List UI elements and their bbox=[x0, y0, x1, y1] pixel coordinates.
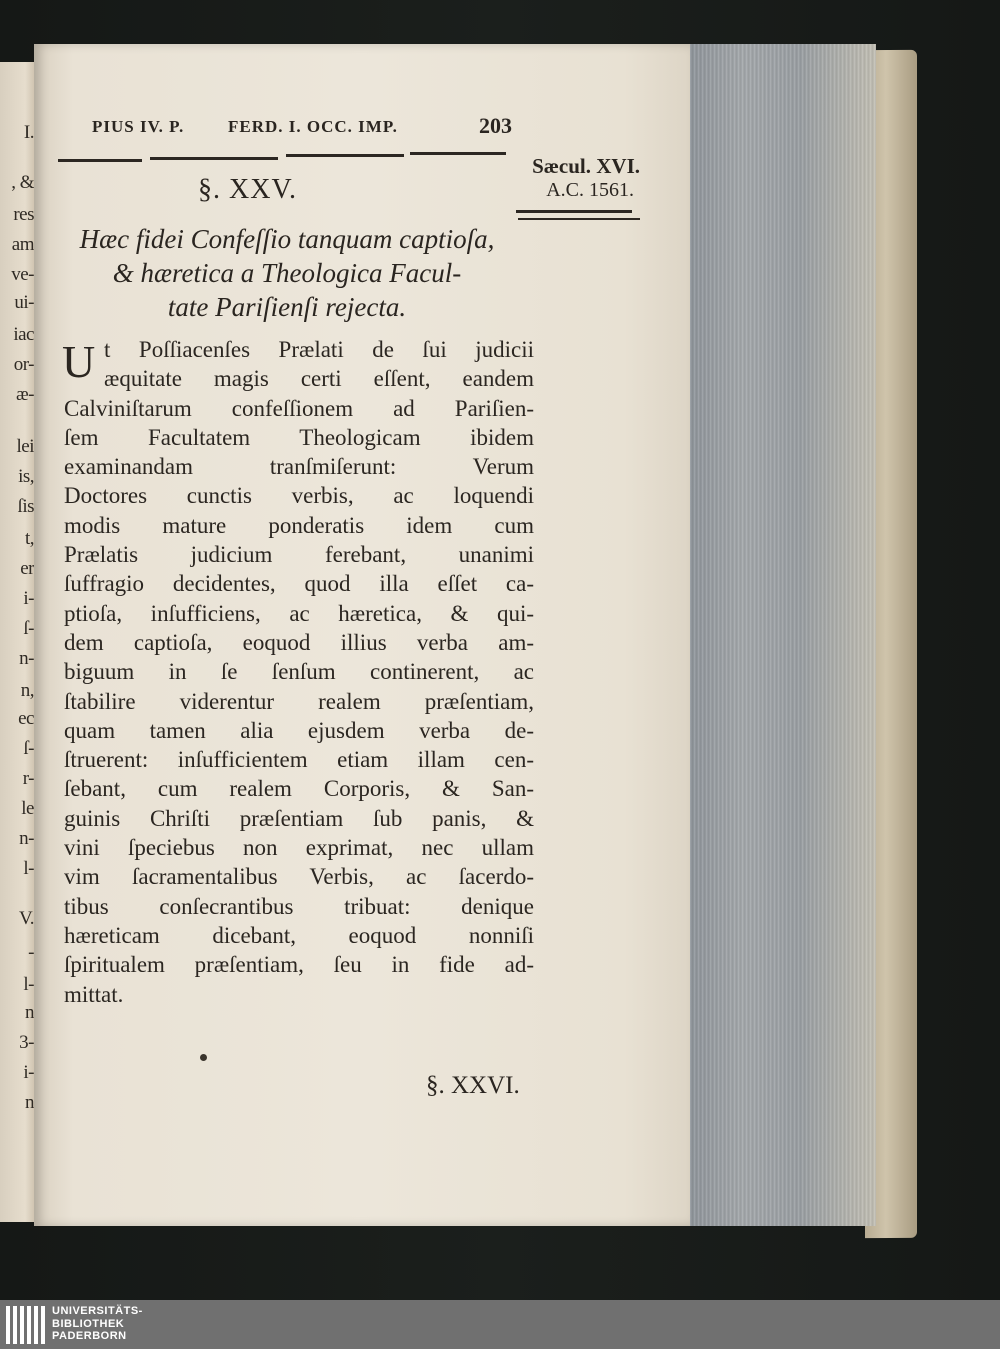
ink-spot bbox=[200, 1054, 207, 1061]
body-line: biguum in ſe ſenſum continerent, ac bbox=[64, 659, 534, 685]
subtitle-line: tate Pariſienſi rejecta. bbox=[167, 292, 407, 322]
subtitle-line: & hæretica a Theologica Facul- bbox=[112, 258, 462, 288]
body-line: æquitate magis certi eſſent, eandem bbox=[104, 366, 534, 392]
catchword: §. XXVI. bbox=[426, 1072, 520, 1099]
body-line: hæreticam dicebant, eoquod nonniſi bbox=[64, 922, 534, 948]
section-number: §. XXV. bbox=[198, 174, 298, 205]
previous-page-fragment: ve- bbox=[11, 264, 34, 285]
previous-page-fragment: , & bbox=[11, 172, 34, 193]
body-line: Prælatis judicium ferebant, unanimi bbox=[64, 542, 534, 568]
previous-page-fragment: er bbox=[20, 558, 34, 579]
previous-page-fragment: n- bbox=[19, 648, 34, 669]
previous-page-fragment: l- bbox=[23, 858, 34, 879]
body-line: ſpiritualem præſentiam, ſeu in fide ad- bbox=[64, 952, 534, 978]
subtitle-line: Hæc fidei Confeſſio tanquam captioſa, bbox=[79, 224, 495, 254]
body-line: vim ſacramentalibus Verbis, ac ſacerdo- bbox=[64, 864, 534, 890]
previous-page-fragment: or- bbox=[13, 354, 34, 375]
body-line: examinandam tranſmiſerunt: Verum bbox=[64, 454, 534, 480]
body-line: modis mature ponderatis idem cum bbox=[64, 512, 534, 538]
previous-page-fragment: i- bbox=[23, 1062, 34, 1083]
previous-page-fragment: n, bbox=[20, 680, 34, 701]
header-rule bbox=[58, 159, 142, 162]
library-name bbox=[52, 1305, 143, 1343]
previous-page-fragment: ſ- bbox=[23, 738, 34, 759]
body-line: ſem Facultatem Theologicam ibidem bbox=[64, 424, 534, 450]
body-line: t Poſſiacenſes Prælati de ſui judicii bbox=[104, 337, 534, 362]
previous-page-fragment: ui- bbox=[14, 292, 34, 313]
body-line: ſtruerent: inſufficientem etiam illam cen- bbox=[64, 747, 534, 773]
previous-page-fragment: is, bbox=[18, 466, 34, 487]
body-line: vini ſpeciebus non exprimat, nec ullam bbox=[64, 835, 534, 861]
previous-page-fragment: n- bbox=[19, 828, 34, 849]
previous-page-fragment: I. bbox=[23, 122, 34, 143]
body-text bbox=[64, 335, 534, 1009]
running-head-left: PIUS IV. P. bbox=[92, 117, 185, 136]
library-logo-icon bbox=[6, 1306, 46, 1344]
previous-page-fragment: n bbox=[25, 1092, 34, 1113]
body-line: ſebant, cum realem Corporis, & San- bbox=[64, 776, 534, 802]
previous-page-edge bbox=[0, 62, 38, 1222]
running-head-middle: FERD. I. OCC. IMP. bbox=[228, 117, 398, 136]
body-line: quam tamen alia ejusdem verba de- bbox=[64, 717, 534, 743]
body-line: Doctores cunctis verbis, ac loquendi bbox=[64, 483, 534, 509]
margin-note-year: A.C. 1561. bbox=[546, 179, 634, 201]
previous-page-fragment: iac bbox=[13, 324, 34, 345]
previous-page-fragment: am bbox=[11, 234, 34, 255]
page-number: 203 bbox=[479, 113, 512, 138]
header-rule bbox=[410, 152, 506, 155]
section-subtitle bbox=[62, 222, 512, 324]
previous-page-fragment: æ- bbox=[16, 384, 34, 405]
previous-page-fragment: res bbox=[13, 204, 34, 225]
header-rule bbox=[286, 154, 404, 157]
header-rule bbox=[150, 157, 278, 160]
margin-note-rule bbox=[518, 218, 640, 220]
previous-page-fragment: ſ- bbox=[23, 618, 34, 639]
previous-page-fragment: n bbox=[25, 1002, 34, 1023]
previous-page-fragment: l- bbox=[23, 974, 34, 995]
body-line: guinis Chriſti præſentiam ſub panis, & bbox=[64, 805, 534, 831]
library-name-line: BIBLIOTHEK bbox=[52, 1317, 125, 1330]
previous-page-fragment: t, bbox=[24, 528, 34, 549]
previous-page-fragment: ec bbox=[18, 708, 34, 729]
previous-page-fragment: ſis bbox=[17, 496, 34, 517]
library-name-line: UNIVERSITÄTS- bbox=[52, 1305, 143, 1317]
body-line: dem captioſa, eoquod illius verba am- bbox=[64, 629, 534, 655]
body-line: ſuffragio decidentes, quod illa eſſet ca- bbox=[64, 571, 534, 597]
body-line: tibus conſecrantibus tribuat: denique bbox=[64, 893, 534, 919]
body-line: ſtabilire viderentur realem præſentiam, bbox=[64, 688, 534, 714]
previous-page-fragment: r- bbox=[22, 768, 34, 789]
previous-page-fragment: V. bbox=[18, 908, 34, 929]
body-line: Calviniſtarum confeſſionem ad Pariſien- bbox=[64, 395, 534, 421]
previous-page-fragment: le bbox=[21, 798, 34, 819]
previous-page-fragment: i- bbox=[23, 588, 34, 609]
body-line: ptioſa, inſufficiens, ac hæretica, & qui- bbox=[64, 600, 534, 626]
library-name-line: PADERBORN bbox=[52, 1330, 127, 1342]
margin-note-rule bbox=[516, 210, 632, 213]
running-head bbox=[92, 113, 512, 143]
dropcap-letter: U bbox=[62, 336, 96, 387]
previous-page-fragment: - bbox=[28, 942, 34, 963]
page-block-edges bbox=[683, 44, 876, 1226]
previous-page-fragment: 3- bbox=[19, 1032, 34, 1053]
previous-page-fragment: lei bbox=[16, 436, 34, 457]
body-line: mittat. bbox=[64, 981, 124, 1007]
library-footer bbox=[0, 1300, 1000, 1349]
margin-note-century: Sæcul. XVI. bbox=[532, 154, 640, 178]
margin-note bbox=[508, 154, 640, 202]
